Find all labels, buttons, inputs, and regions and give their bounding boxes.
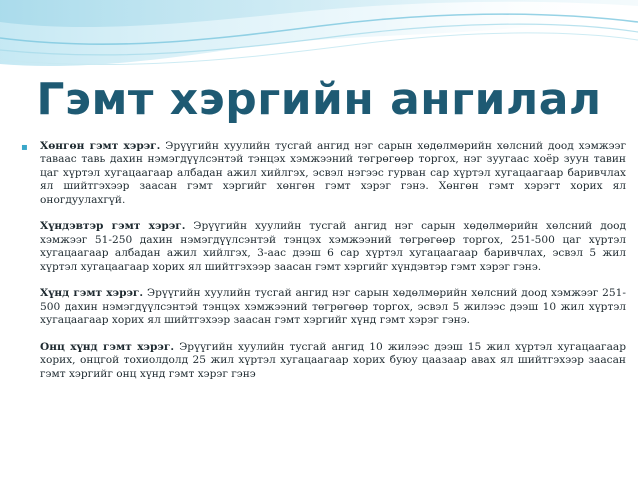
text-grave-crime: Эрүүгийн хуулийн тусгай ангид нэг сарын хөдөлмөрийн хөлсний доод хэмжээг 251-500 дахин нэмэгдүүлсэнтэй тэнцэх хэмжээний төгрөгөөр торгох, эсвэл 5 жилээс дээш 10 жил хүртэл хугацаагаар хорих ял шийтгэхээр заасан гэмт хэргийг хүнд гэмт хэрэг гэнэ.	[40, 287, 626, 327]
paragraph-light-crime	[40, 140, 626, 207]
text-medium-crime: Эрүүгийн хуулийн тусгай ангид нэг сарын хөдөлмөрийн хөлсний доод хэмжээг 51-250 дахин нэмэгдүүлсэнтэй тэнцэх хэмжээний төгрөгөөр торгох, 251-500 цаг хүртэл хугацаагаар албадан ажил хийлгэх, 3-аас дээш 6 сар хүртэл хугацаагаар баривчлах, эсвэл 5 жил хүртэл хугацаагаар хорих ял шийтгэхээр заасан гэмт хэргийг хүндэвтэр гэмт хэрэг гэнэ.	[40, 220, 626, 273]
slide-body	[21, 140, 627, 381]
bullet-icon: ▪	[21, 142, 28, 153]
term-light-crime: Хөнгөн гэмт хэрэг.	[40, 140, 161, 152]
paragraph-medium-crime	[40, 220, 626, 274]
slide-title: Гэмт хэргийн ангилал	[36, 74, 602, 125]
text-light-crime: Эрүүгийн хуулийн тусгай ангид нэг сарын хөдөлмөрийн хөлсний доод хэмжээг тавaaс тавь дахин нэмэгдүүлсэнтэй тэнцэх хэмжээний төгрөгөөр торгох, нэг зуугаас хоёр зуун тавин цаг хүртэл хугацаагаар албадан ажил хийлгэх, эсвэл нэгээс гурван сар хүртэл хугацаагаар баривчлах ял шийтгэхээр заасан гэмт хэргийг хөнгөн гэмт хэрэг гэнэ. Хөнгөн гэмт хэрэгт хорих ял оногдуулахгүй.	[40, 140, 626, 206]
paragraph-grave-crime	[40, 287, 626, 327]
term-grave-crime: Хүнд гэмт хэрэг.	[40, 287, 144, 300]
paragraph-especially-grave-crime	[40, 341, 626, 381]
text-especially-grave-crime: Эрүүгийн хуулийн тусгай ангид 10 жилээс дээш 15 жил хүртэл хугацаагаар хорих, онцгой тохиолдолд 25 жил хүртэл хугацаагаар хорих буюу цаазаар авах ял шийтгэхээр заасан гэмт хэргийг онц хүнд гэмт хэрэг гэнэ	[40, 341, 627, 380]
term-medium-crime: Хүндэвтэр гэмт хэрэг.	[40, 220, 186, 233]
term-especially-grave-crime: Онц хүнд гэмт хэрэг.	[40, 341, 175, 354]
